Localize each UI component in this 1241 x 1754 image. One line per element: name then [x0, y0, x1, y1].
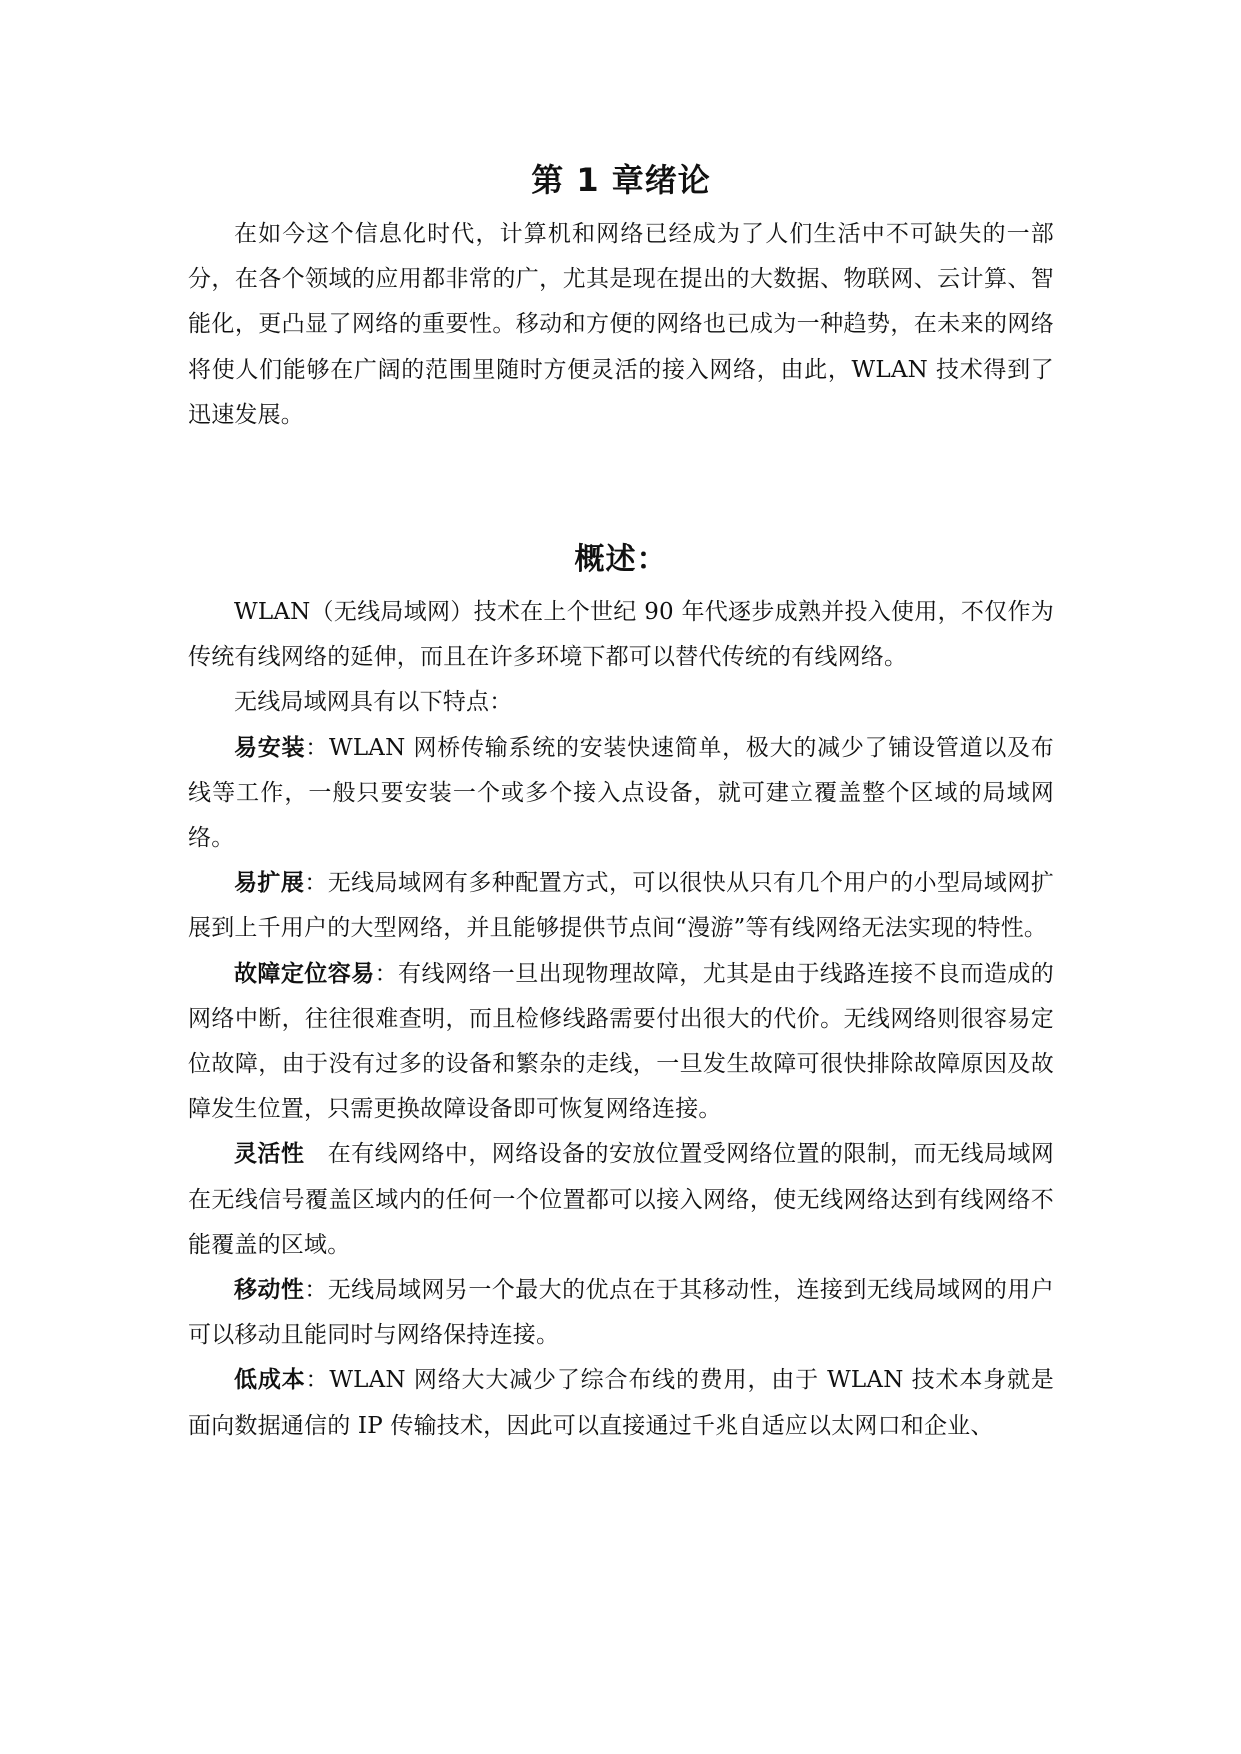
feature-text: WLAN 网桥传输系统的安装快速简单，极大的减少了铺设管道以及布线等工作，一般只要安装一个或多个接入点设备，就可建立覆盖整个区域的局域网络。: [188, 734, 1055, 852]
feature-low-cost: [188, 1358, 1054, 1448]
feature-mobility: [188, 1268, 1054, 1358]
feature-text: WLAN 网络大大减少了综合布线的费用，由于 WLAN 技术本身就是面向数据通信的 IP 传输技术，因此可以直接通过千兆自适应以太网口和企业、: [188, 1367, 1054, 1439]
chapter-title: 第 1 章绪论: [531, 161, 711, 199]
feature-easy-expand: [188, 861, 1054, 951]
feature-text: 在有线网络中，网络设备的安放位置受网络位置的限制，而无线局域网在无线信号覆盖区域内的任何一个位置都可以接入网络，使无线网络达到有线网络不能覆盖的区域。: [188, 1141, 1054, 1258]
feature-separator: ：: [304, 870, 328, 897]
feature-separator: ：: [305, 734, 329, 761]
feature-text: 无线局域网有多种配置方式，可以很快从只有几个用户的小型局域网扩展到上千用户的大型网络，并且能够提供节点间“漫游”等有线网络无法实现的特性。: [188, 870, 1054, 942]
feature-term: 故障定位容易: [234, 960, 375, 987]
feature-separator: ：: [304, 1277, 328, 1304]
feature-text: 无线局域网另一个最大的优点在于其移动性，连接到无线局域网的用户可以移动且能同时与网络保持连接。: [188, 1277, 1054, 1349]
feature-easy-install: [188, 726, 1054, 862]
feature-fault-locate: [188, 952, 1054, 1133]
overview-paragraph-1: WLAN（无线局域网）技术在上个世纪 90 年代逐步成熟并投入使用，不仅作为传统有线网络的延伸，而且在许多环境下都可以替代传统的有线网络。: [188, 599, 1054, 671]
feature-separator: ：: [374, 960, 399, 987]
feature-text: 有线网络一旦出现物理故障，尤其是由于线路连接不良而造成的网络中断，往往很难查明，而且检修线路需要付出很大的代价。无线网络则很容易定位故障，由于没有过多的设备和繁杂的走线，一旦发生故障可很快排除故障原因及故障发生位置，只需更换故障设备即可恢复网络连接。: [188, 960, 1054, 1123]
feature-separator: [304, 1141, 327, 1167]
feature-term: 易安装: [234, 734, 306, 761]
page-content: [188, 158, 1054, 1449]
feature-term: 低成本: [234, 1367, 306, 1394]
feature-flexibility: [188, 1132, 1054, 1268]
overview-title: 概述：: [574, 542, 668, 578]
overview-paragraph-2: 无线局域网具有以下特点：: [234, 689, 513, 716]
feature-term: 移动性: [234, 1277, 305, 1304]
feature-term: 易扩展: [234, 870, 305, 897]
feature-term: 灵活性: [234, 1141, 305, 1168]
chapter-intro-paragraph: 在如今这个信息化时代，计算机和网络已经成为了人们生活中不可缺失的一部分，在各个领域的应用都非常的广，尤其是现在提出的大数据、物联网、云计算、智能化，更凸显了网络的重要性。移动和方便的网络也已成为一种趋势，在未来的网络将使人们能够在广阔的范围里随时方便灵活的接入网络，由此，WLAN 技术得到了迅速发展。: [188, 221, 1054, 428]
feature-separator: ：: [305, 1367, 330, 1394]
